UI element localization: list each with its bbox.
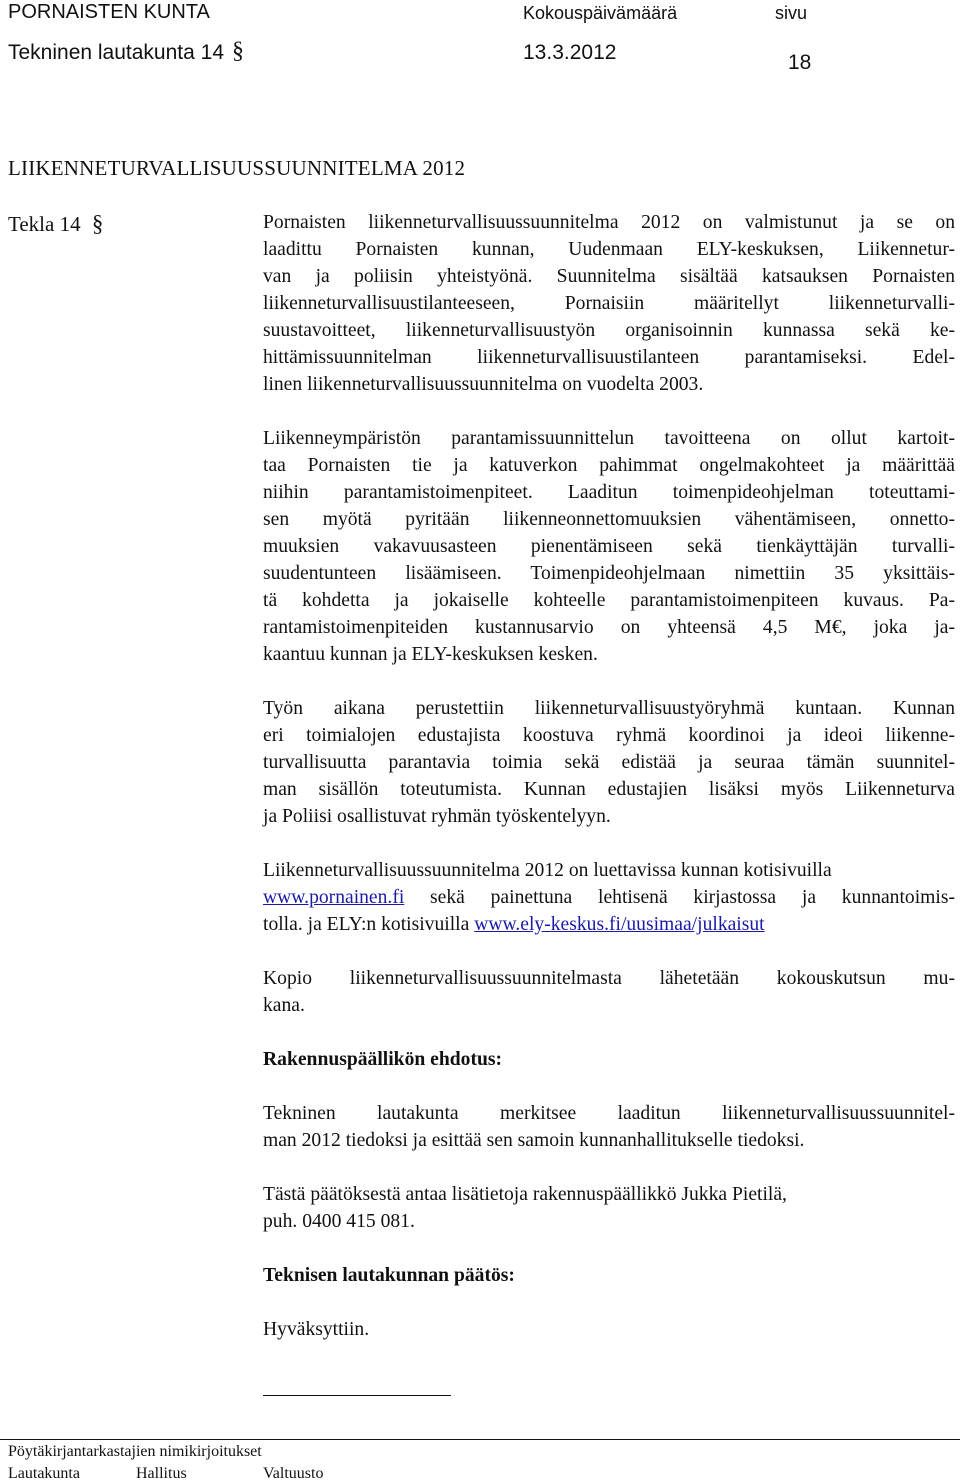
organization-name: PORNAISTEN KUNTA <box>8 1 210 23</box>
item-label <box>8 211 103 237</box>
proposal-heading: Rakennuspäällikön ehdotus: <box>263 1049 503 1070</box>
footer-initials-label: Pöytäkirjantarkastajien nimikirjoitukset <box>8 1443 262 1460</box>
text-line: rantamistoimenpiteiden kustannusarvio on yhteensä 4,5 M€, joka ja- <box>263 617 955 638</box>
text-line: liikenneturvallisuustilanteeseen, Pornaisiin määritellyt liikenneturvalli- <box>263 293 955 314</box>
text-line: man 2012 tiedoksi ja esittää sen samoin kunnanhallitukselle tiedoksi. <box>263 1130 805 1151</box>
text-line: van ja poliisin yhteistyönä. Suunnitelma sisältää katsauksen Pornaisten <box>263 266 955 287</box>
meeting-date-label: Kokouspäivämäärä <box>523 3 678 23</box>
text-line: Tästä päätöksestä antaa lisätietoja rakennuspäällikkö Jukka Pietilä, <box>263 1184 787 1205</box>
text-line: ja Poliisi osallistuvat ryhmän työskentelyyn. <box>263 806 611 827</box>
text-line: Liikenneturvallisuussuunnitelma 2012 on luettavissa kunnan kotisivuilla <box>263 860 832 881</box>
pornainen-website-link[interactable]: www.pornainen.fi <box>263 887 405 908</box>
text-line: laadittu Pornaisten kunnan, Uudenmaan ELY-keskuksen, Liikennetur- <box>263 239 955 260</box>
text-line: kaantuu kunnan ja ELY-keskuksen kesken. <box>263 644 598 665</box>
text-line: suustavoitteet, liikenneturvallisuustyön organisoinnin kunnassa sekä ke- <box>263 320 955 341</box>
text-line <box>263 911 955 938</box>
text-line: eri toimialojen edustajista koostuva ryhmä koordinoi ja ideoi liikenne- <box>263 725 955 746</box>
text-line: hittämissuunnitelman liikenneturvallisuustilanteen parantamiseksi. Edel- <box>263 347 955 368</box>
text-line: muuksien vakavuusasteen pienentämiseen sekä tienkäyttäjän turvalli- <box>263 536 955 557</box>
footer-government-label: Hallitus <box>136 1465 187 1482</box>
paragraph-intro <box>263 209 955 398</box>
contact-info <box>263 1181 955 1235</box>
footer-board-label: Lautakunta <box>8 1465 80 1482</box>
meeting-date: 13.3.2012 <box>523 41 617 64</box>
item-section-symbol: § <box>91 211 104 236</box>
paragraph-availability <box>263 857 955 938</box>
paragraph-working-group <box>263 695 955 830</box>
text-line <box>263 884 955 911</box>
page-number: 18 <box>788 51 812 74</box>
text-line: tä kohdetta ja jokaiselle kohteelle parantamistoimenpiteen kuvaus. Pa- <box>263 590 955 611</box>
decision-text: Hyväksyttiin. <box>263 1319 370 1340</box>
text-line: sen myötä pyritään liikenneonnettomuuksien vähentämiseen, onnetto- <box>263 509 955 530</box>
committee-name: Tekninen lautakunta 14 <box>8 41 224 64</box>
page-label: sivu <box>775 3 808 23</box>
text-line: Tekninen lautakunta merkitsee laaditun liikenneturvallisuussuunnitel- <box>263 1103 955 1124</box>
text-line: Työn aikana perustettiin liikenneturvallisuustyöryhmä kuntaan. Kunnan <box>263 698 955 719</box>
text-line: Liikenneympäristön parantamissuunnittelun tavoitteena on ollut kartoit- <box>263 428 955 449</box>
signature-line <box>263 1395 451 1396</box>
section-symbol: § <box>232 38 244 64</box>
proposal-text <box>263 1100 955 1154</box>
text-line: niihin parantamistoimenpiteet. Laaditun toimenpideohjelman toteuttami- <box>263 482 955 503</box>
text-line: taa Pornaisten tie ja katuverkon pahimmat ongelmakohteet ja määrittää <box>263 455 955 476</box>
text-line: turvallisuutta parantavia toimia sekä edistää ja seuraa tämän suunnitel- <box>263 752 955 773</box>
text-span: sekä painettuna lehtisenä kirjastossa ja kunnantoimis- <box>404 887 955 908</box>
document-body <box>263 209 955 1343</box>
text-line: Kopio liikenneturvallisuussuunnitelmasta lähetetään kokouskutsun mu- <box>263 968 955 989</box>
footer-council-label: Valtuusto <box>263 1465 324 1482</box>
text-line: man sisällön toteutumista. Kunnan edustajien lisäksi myös Liikenneturva <box>263 779 955 800</box>
footer-divider <box>0 1439 960 1440</box>
text-line: kana. <box>263 995 305 1016</box>
item-number: Tekla 14 <box>8 212 81 236</box>
decision-heading: Teknisen lautakunnan päätös: <box>263 1265 515 1286</box>
text-line: suudentunteen lisäämiseen. Toimenpideohjelmaan nimettiin 35 yksittäis- <box>263 563 955 584</box>
text-span: tolla. ja ELY:n kotisivuilla <box>263 914 475 935</box>
text-line: puh. 0400 415 081. <box>263 1211 415 1232</box>
text-line: linen liikenneturvallisuussuunnitelma on vuodelta 2003. <box>263 374 704 395</box>
text-line: Pornaisten liikenneturvallisuussuunnitelma 2012 on valmistunut ja se on <box>263 212 955 233</box>
paragraph-copy-note <box>263 965 955 1019</box>
section-title: LIIKENNETURVALLISUUSSUUNNITELMA 2012 <box>8 156 466 180</box>
paragraph-objectives <box>263 425 955 668</box>
ely-publications-link[interactable]: www.ely-keskus.fi/uusimaa/julkaisut <box>474 914 765 935</box>
